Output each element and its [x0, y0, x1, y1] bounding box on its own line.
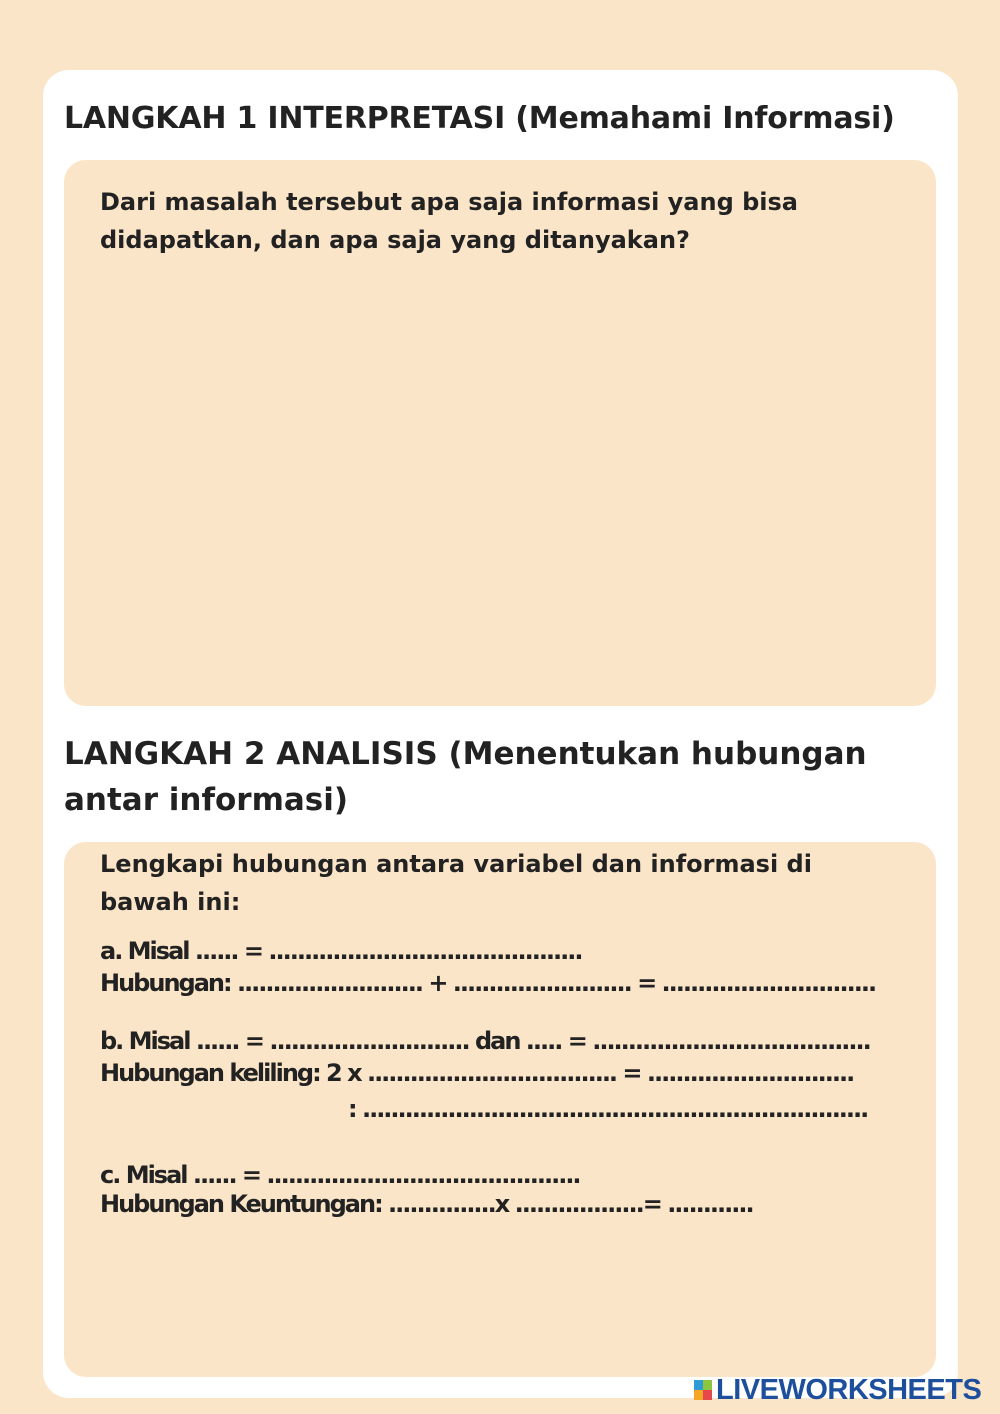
- item-b-hubungan-keliling: Hubungan keliling: 2 x ................................... = .............................: [100, 1059, 854, 1087]
- logo-text: LIVEWORKSHEETS: [716, 1373, 982, 1406]
- liveworksheets-logo: [694, 1374, 981, 1406]
- item-c-misal: c. Misal ...... = ............................................: [100, 1161, 580, 1189]
- step1-prompt: Dari masalah tersebut apa saja informasi yang bisa didapatkan, dan apa saja yang ditanyakan?: [100, 188, 799, 254]
- step2-prompt: Lengkapi hubungan antara variabel dan informasi di bawah ini:: [100, 850, 812, 916]
- item-c-hubungan-keuntungan: Hubungan Keuntungan: ...............x ..................= ............: [100, 1190, 753, 1218]
- liveworksheets-logo-icon: [694, 1380, 712, 1400]
- item-b-continuation: : .......................................................................: [348, 1095, 868, 1123]
- step2-heading: LANGKAH 2 ANALISIS (Menentukan hubungan antar informasi): [64, 736, 867, 818]
- item-a-misal: a. Misal ...... = ............................................: [100, 937, 582, 965]
- item-a-hubungan: Hubungan: .......................... + ......................... = ..............................: [100, 969, 876, 997]
- item-b-misal: b. Misal ...... = ............................ dan ..... = .......................................: [100, 1027, 870, 1055]
- step1-heading: LANGKAH 1 INTERPRETASI (Memahami Informasi): [64, 101, 895, 136]
